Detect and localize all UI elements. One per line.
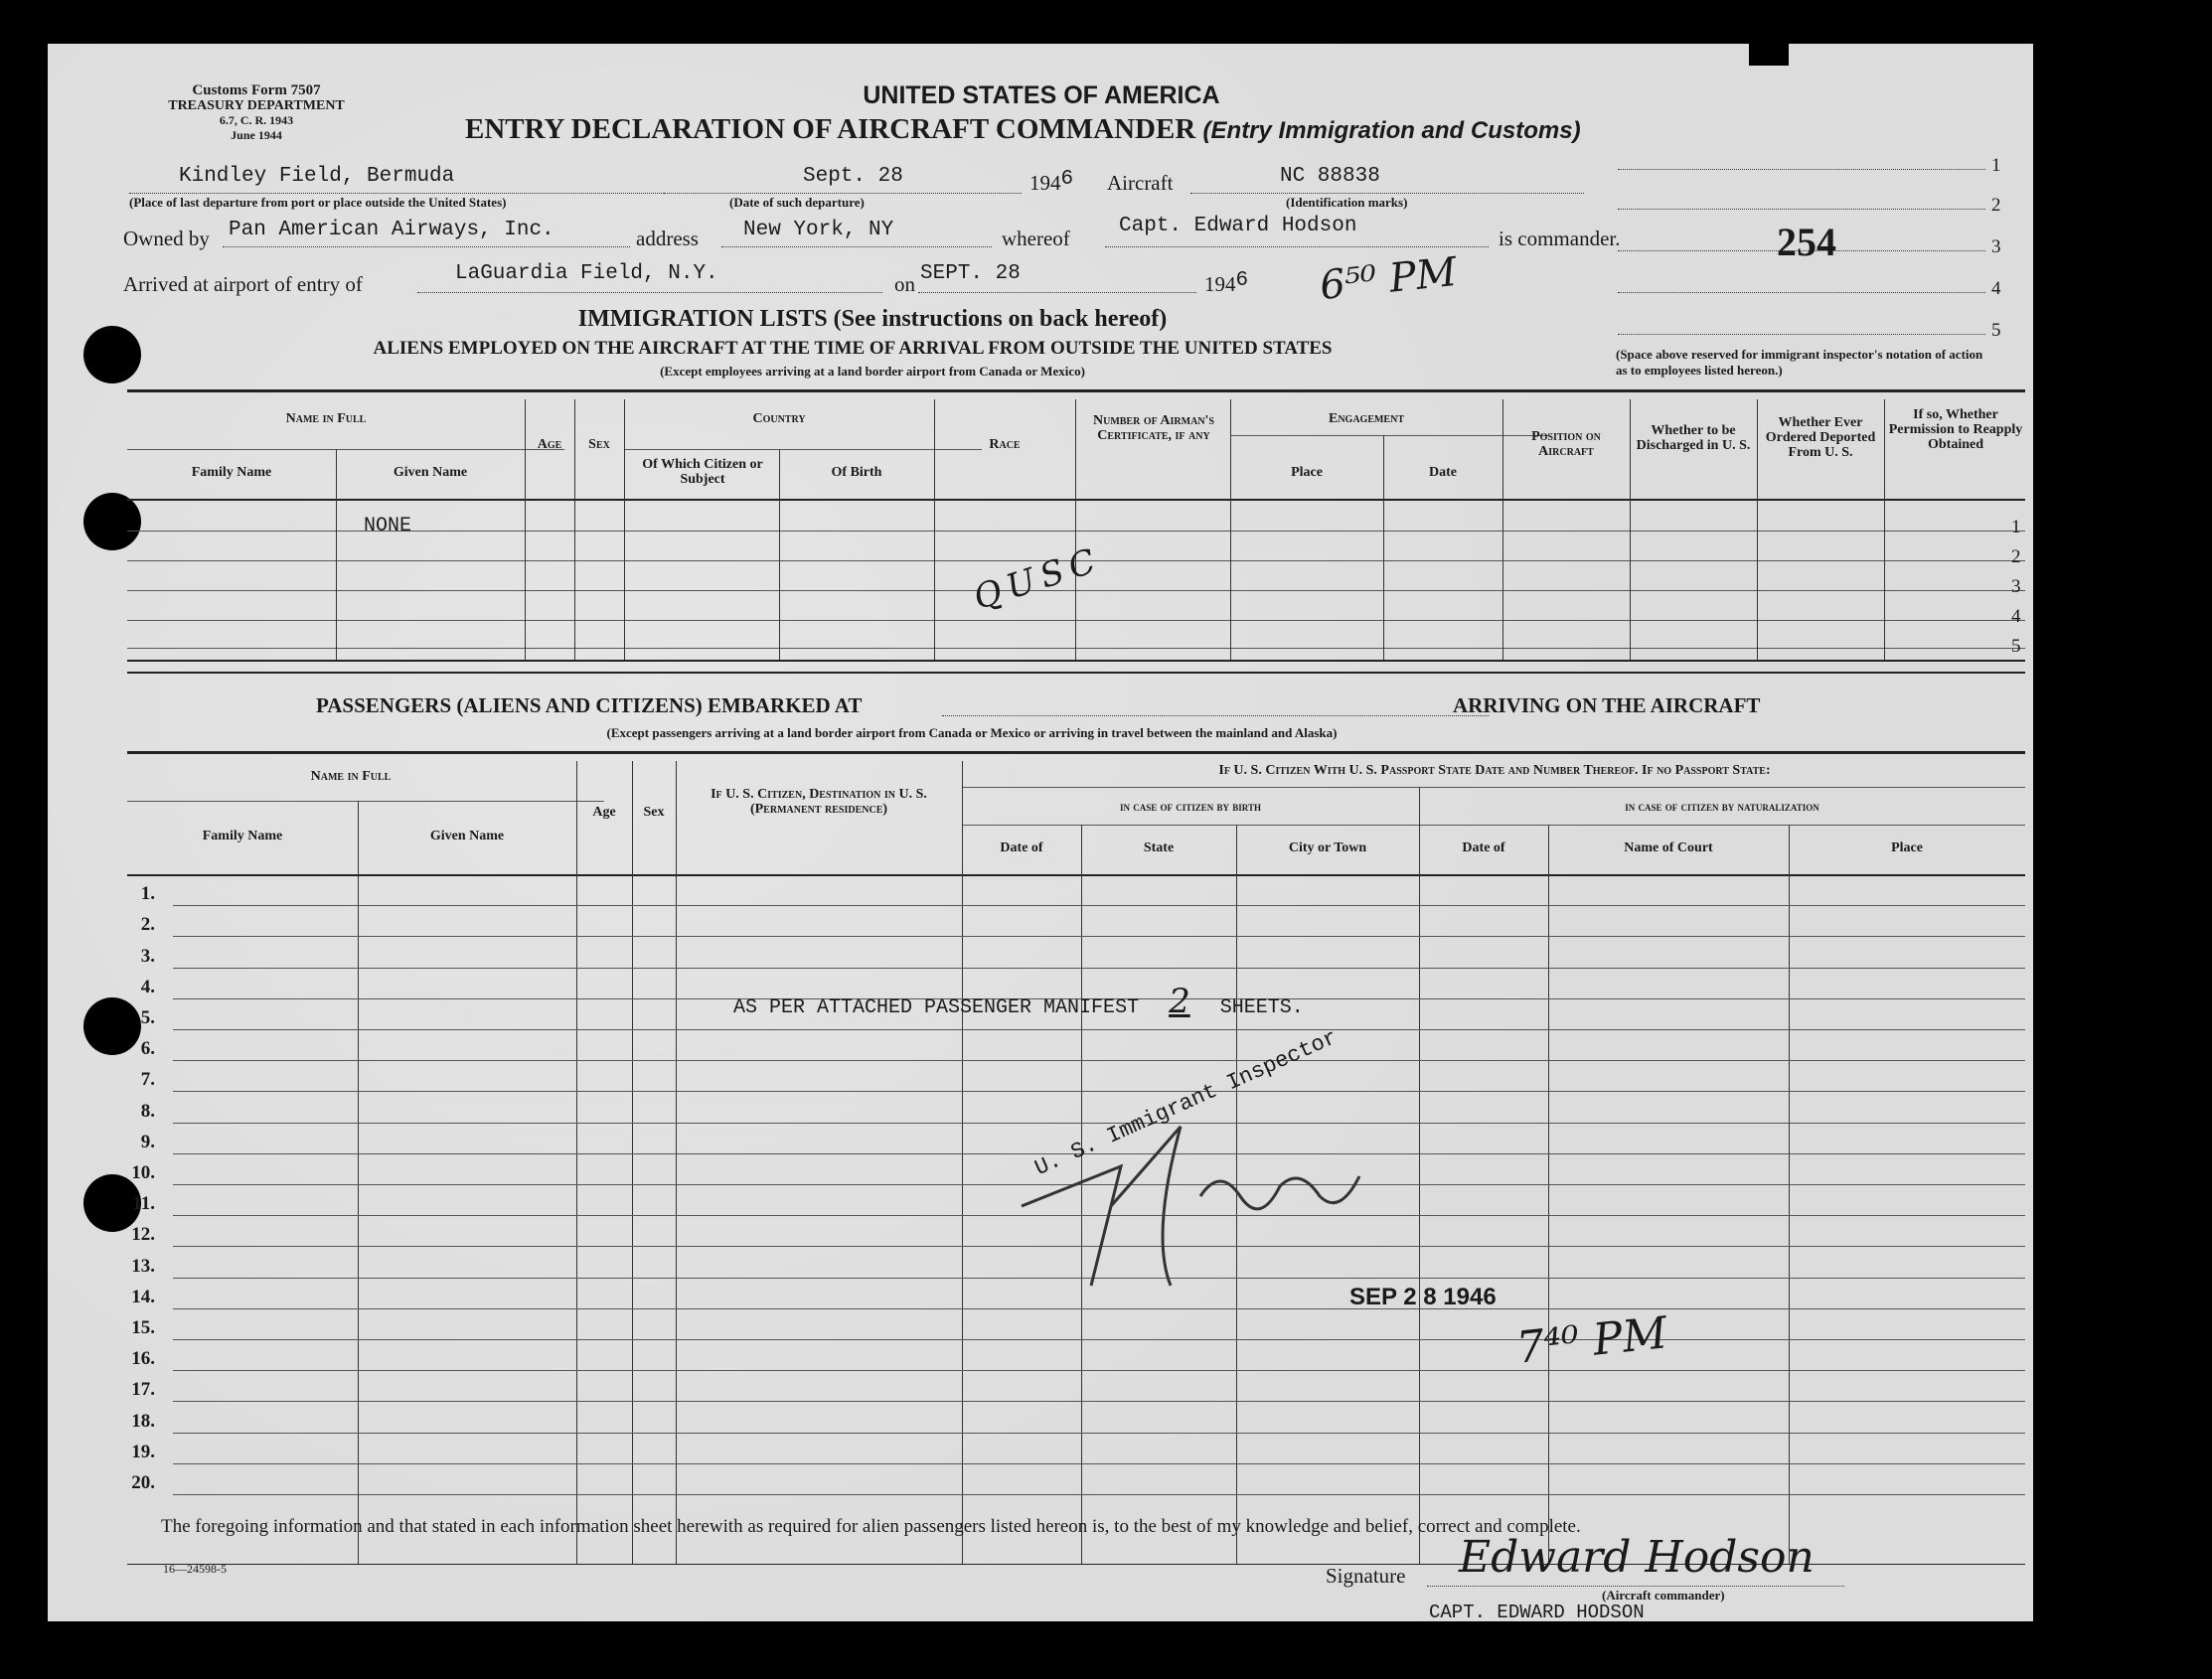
passenger-row-line bbox=[173, 1433, 2025, 1434]
passenger-row-number: 8. bbox=[140, 1100, 155, 1122]
header-age: Age bbox=[537, 437, 562, 452]
aliens-entry-none: NONE bbox=[364, 515, 412, 537]
handwritten-time: 7⁴⁰ PM bbox=[1513, 1307, 1670, 1374]
pax-header-family-name: Family Name bbox=[202, 829, 283, 843]
passenger-row-number: 12. bbox=[131, 1224, 155, 1246]
print-code: 16—24598-5 bbox=[163, 1562, 227, 1576]
right-line-number: 2 bbox=[1991, 195, 2001, 216]
alien-row-number: 2 bbox=[2011, 546, 2021, 567]
manifest-count: 2 bbox=[1169, 982, 1190, 1021]
header-engagement: Engagement bbox=[1328, 411, 1404, 426]
header-race: Race bbox=[989, 437, 1021, 452]
arrival-year bbox=[1204, 269, 1249, 298]
manifest-note bbox=[733, 982, 1304, 1021]
year-prefix: 194 bbox=[1029, 171, 1061, 195]
header-citizen-of: Of Which Citizen or Subject bbox=[642, 457, 763, 487]
arrival-date-value: SEPT. 28 bbox=[920, 262, 1021, 285]
immigration-note: (Except employees arriving at a land border airport from Canada or Mexico) bbox=[660, 364, 1085, 379]
pax-header-name-in-full: Name in Full bbox=[310, 769, 392, 784]
header-engagement-place: Place bbox=[1291, 465, 1323, 480]
aircraft-label: Aircraft bbox=[1107, 171, 1174, 195]
header-of-birth: Of Birth bbox=[831, 465, 882, 480]
declaration-text: The foregoing information and that stated in each information sheet herewith as required for alien passengers listed hereon is, to the best of my knowledge and belief, correct and complete. bbox=[161, 1516, 1581, 1537]
aircraft-id-value: NC 88838 bbox=[1280, 165, 1380, 188]
on-label: on bbox=[894, 272, 915, 296]
pax-header-state: State bbox=[1143, 840, 1175, 855]
passenger-row-number: 7. bbox=[140, 1069, 155, 1091]
commander-value: Capt. Edward Hodson bbox=[1119, 215, 1357, 237]
header-position: Position on Aircraft bbox=[1531, 429, 1601, 459]
alien-row-number: 5 bbox=[2011, 636, 2021, 657]
immigration-title: IMMIGRATION LISTS (See instructions on back hereof) bbox=[577, 306, 1168, 332]
alien-row-number: 4 bbox=[2011, 606, 2021, 627]
torn-corner-mark bbox=[1749, 44, 1789, 66]
inspector-stamp: U. S. Immigrant Inspector bbox=[1030, 1024, 1342, 1181]
passenger-row-line bbox=[173, 1060, 2025, 1061]
pax-header-by-naturalization: in case of citizen by naturalization bbox=[1625, 799, 1819, 814]
owned-by-label: Owned by bbox=[123, 227, 210, 250]
right-line-number: 4 bbox=[1991, 278, 2001, 299]
handwritten-note: Q U S C bbox=[968, 541, 1099, 619]
immigration-subtitle: ALIENS EMPLOYED ON THE AIRCRAFT AT THE TIME OF ARRIVAL FROM OUTSIDE THE UNITED STATES bbox=[373, 338, 1333, 359]
pax-header-city: City or Town bbox=[1288, 840, 1367, 855]
signature-caption: (Aircraft commander) bbox=[1602, 1588, 1725, 1603]
form-number: Customs Form 7507 bbox=[192, 82, 321, 98]
aircraft-id-caption: (Identification marks) bbox=[1286, 195, 1408, 210]
passenger-row-line bbox=[173, 1370, 2025, 1371]
departure-year bbox=[1029, 168, 1074, 197]
arrived-label: Arrived at airport of entry of bbox=[123, 272, 363, 296]
passenger-row-number: 18. bbox=[131, 1410, 155, 1432]
passenger-row-line bbox=[173, 1091, 2025, 1092]
pax-header-court: Name of Court bbox=[1624, 840, 1713, 855]
passenger-row-number: 2. bbox=[140, 914, 155, 936]
passenger-row-line bbox=[173, 1029, 2025, 1030]
owner-value: Pan American Airways, Inc. bbox=[229, 219, 554, 241]
pax-header-destination: If U. S. Citizen, Destination in U. S. (Permanent residence) bbox=[711, 787, 927, 817]
manifest-note-pre: AS PER ATTACHED PASSENGER MANIFEST bbox=[733, 996, 1140, 1019]
passenger-row-number: 13. bbox=[131, 1255, 155, 1277]
header-engagement-date: Date bbox=[1429, 465, 1457, 480]
form-title-row bbox=[465, 113, 1757, 146]
is-commander-label: is commander. bbox=[1499, 227, 1621, 250]
header-permission: If so, Whether Permission to Reapply Obtained bbox=[1888, 407, 2023, 452]
passenger-row-number: 1. bbox=[140, 883, 155, 905]
passenger-row-number: 10. bbox=[131, 1162, 155, 1183]
alien-row-number: 1 bbox=[2011, 517, 2021, 537]
pax-header-age: Age bbox=[592, 805, 616, 820]
header-family-name: Family Name bbox=[191, 465, 272, 480]
passenger-row-number: 19. bbox=[131, 1441, 155, 1462]
passenger-row-number: 9. bbox=[140, 1131, 155, 1152]
passenger-row-number: 3. bbox=[140, 945, 155, 967]
arrival-time-handwritten: 6⁵⁰ PM bbox=[1317, 248, 1460, 310]
passenger-row-line bbox=[173, 936, 2025, 937]
header-sex: Sex bbox=[588, 437, 610, 452]
form-department: TREASURY DEPARTMENT bbox=[168, 98, 345, 113]
form-date: June 1944 bbox=[231, 128, 282, 142]
passenger-row-line bbox=[173, 905, 2025, 906]
stamp-date: SEP 2 8 1946 bbox=[1349, 1284, 1497, 1310]
whereof-label: whereof bbox=[1002, 227, 1070, 250]
form-title-sub: (Entry Immigration and Customs) bbox=[1202, 117, 1581, 144]
manifest-note-post: SHEETS. bbox=[1219, 996, 1304, 1019]
pax-header-passport: If U. S. Citizen With U. S. Passport State Date and Number Thereof. If no Passport State: bbox=[1218, 763, 1771, 778]
pax-header-date-of-2: Date of bbox=[1462, 840, 1505, 855]
header-country: Country bbox=[752, 411, 806, 426]
pax-header-place: Place bbox=[1891, 840, 1923, 855]
form-page bbox=[48, 44, 2033, 1621]
right-line-number: 1 bbox=[1991, 155, 2001, 176]
header-deported: Whether Ever Ordered Deported From U. S. bbox=[1765, 415, 1876, 460]
passenger-row-line bbox=[173, 1308, 2025, 1309]
year-suffix: 6 bbox=[1060, 168, 1074, 191]
passenger-row-line bbox=[173, 968, 2025, 969]
passenger-row-number: 20. bbox=[131, 1472, 155, 1493]
punch-hole bbox=[83, 326, 141, 383]
right-line-number: 3 bbox=[1991, 236, 2001, 257]
departure-place-value: Kindley Field, Bermuda bbox=[179, 165, 455, 188]
departure-date-caption: (Date of such departure) bbox=[729, 195, 865, 210]
passenger-row-number: 6. bbox=[140, 1038, 155, 1060]
header-given-name: Given Name bbox=[393, 465, 468, 480]
typed-commander-name: CAPT. EDWARD HODSON bbox=[1429, 1602, 1645, 1623]
pax-header-date-of: Date of bbox=[1000, 840, 1043, 855]
alien-row-number: 3 bbox=[2011, 576, 2021, 597]
passenger-row-number: 5. bbox=[140, 1007, 155, 1028]
country-title: UNITED STATES OF AMERICA bbox=[863, 81, 1220, 109]
passenger-row-number: 17. bbox=[131, 1379, 155, 1401]
entry-number: 254 bbox=[1777, 220, 1836, 264]
inspector-space-note: (Space above reserved for immigrant inspector's notation of action as to employees listed hereon.) bbox=[1616, 347, 1983, 378]
year-prefix: 194 bbox=[1204, 272, 1236, 296]
departure-date-value: Sept. 28 bbox=[803, 165, 903, 188]
address-value: New York, NY bbox=[743, 219, 894, 241]
pax-header-sex: Sex bbox=[643, 805, 665, 820]
form-info-block bbox=[127, 83, 386, 143]
header-discharged: Whether to be Discharged in U. S. bbox=[1636, 423, 1751, 453]
year-suffix: 6 bbox=[1235, 269, 1249, 292]
form-title: ENTRY DECLARATION OF AIRCRAFT COMMANDER bbox=[465, 113, 1196, 145]
passenger-row-number: 11. bbox=[132, 1193, 155, 1215]
punch-hole bbox=[83, 493, 141, 550]
passenger-row-number: 4. bbox=[140, 976, 155, 997]
passenger-row-line bbox=[173, 1494, 2025, 1495]
signature-label: Signature bbox=[1326, 1564, 1406, 1588]
address-label: address bbox=[636, 227, 699, 250]
arrival-airport-value: LaGuardia Field, N.Y. bbox=[455, 262, 718, 285]
header-name-in-full: Name in Full bbox=[285, 411, 367, 426]
pax-header-given-name: Given Name bbox=[429, 829, 505, 843]
passenger-row-number: 15. bbox=[131, 1317, 155, 1338]
passenger-row-number: 14. bbox=[131, 1286, 155, 1307]
passengers-note: (Except passengers arriving at a land border airport from Canada or Mexico or arriving in travel between the mainland and Alaska) bbox=[606, 725, 1338, 740]
passenger-row-number: 16. bbox=[131, 1348, 155, 1370]
departure-place-caption: (Place of last departure from port or place outside the United States) bbox=[129, 195, 507, 210]
pax-header-by-birth: in case of citizen by birth bbox=[1120, 799, 1261, 814]
passenger-row-line bbox=[173, 1401, 2025, 1402]
passengers-title-left: PASSENGERS (ALIENS AND CITIZENS) EMBARKED AT bbox=[316, 693, 863, 717]
right-line-number: 5 bbox=[1991, 320, 2001, 341]
passengers-title-right: ARRIVING ON THE AIRCRAFT bbox=[1453, 693, 1761, 717]
commander-signature: Edward Hodson bbox=[1459, 1532, 1815, 1583]
form-cfr: 6.7, C. R. 1943 bbox=[219, 113, 294, 127]
passenger-row-line bbox=[173, 1339, 2025, 1340]
passenger-row-line bbox=[173, 1463, 2025, 1464]
header-airman-cert: Number of Airman's Certificate, if any bbox=[1092, 413, 1214, 443]
